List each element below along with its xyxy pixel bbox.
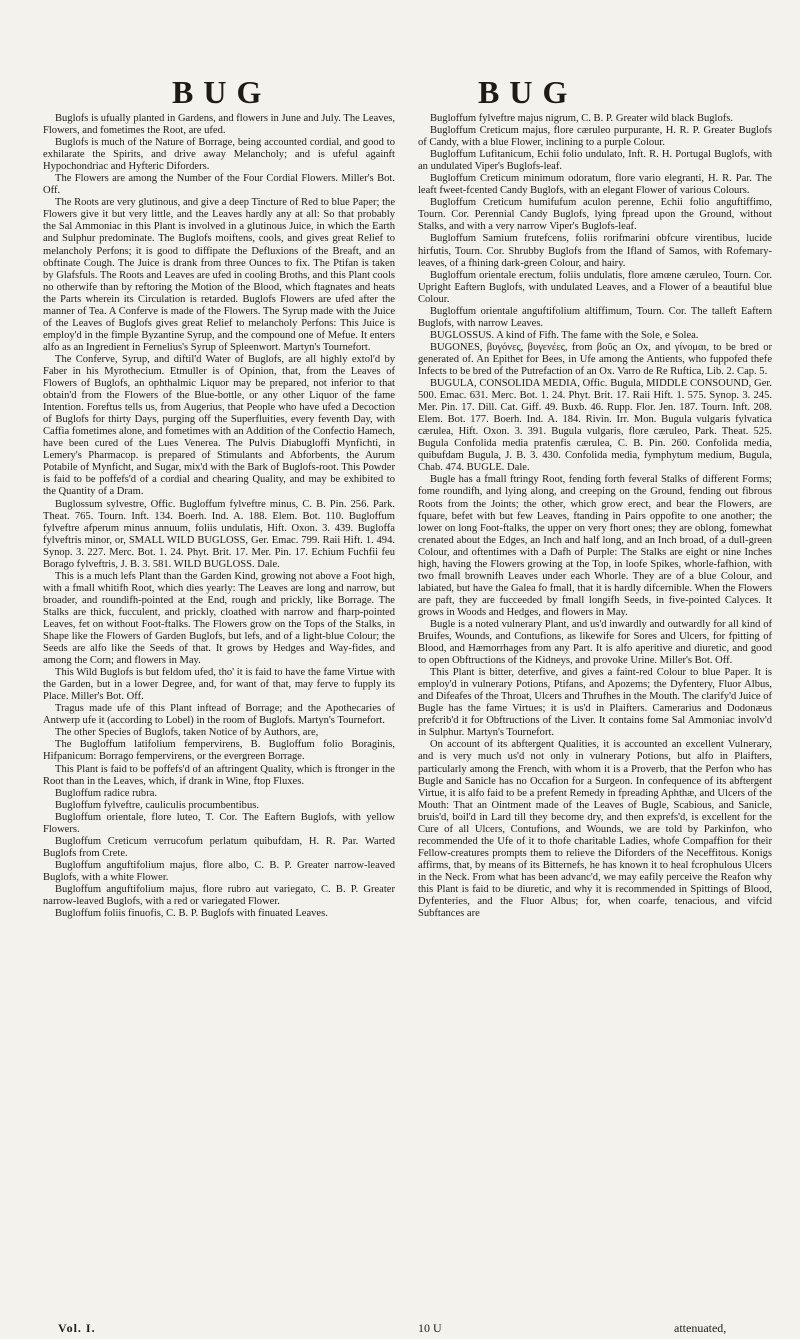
paragraph: Bugloffum radice rubra. xyxy=(55,787,158,799)
catchword: attenuated, xyxy=(674,1321,727,1335)
paragraph: Bugloffum anguftifolium majus, flore rubro aut variegato, C. B. P. Greater narrow-leaved Buglofs, with a red or variegated Flower. xyxy=(43,884,395,908)
paragraph: This Wild Buglofs is but feldom ufed, tho' it is faid to have the fame Virtue with the Garden, but in a lower Degree, and, for want of that, may ferve to fupply its Place. Miller's Bot. Off. xyxy=(43,667,395,703)
paragraph: BUGULA, CONSOLIDA MEDIA, Offic. Bugula, MIDDLE CONSOUND, Ger. 500. Emac. 631. Merc. Bot. 1. 24. Phyt. Brit. 17. Raii Hift. 1. 575. Synop. 3. 245. Mer. Pin. 17. Dill. Cat. Giff. 49. Buxb. 46. Rupp. Flor. Jen. 187. Tourn. Inft. 208. Elem. Bot. 177. Boerh. Ind. A. 184. Rivin. Irr. Mon. Bugula vulgaris fylvatica cærulea, Hift. Oxon. 3. 391. Bugula vulgaris, flore cæruleo, Park. Theat. 525. Bugula Confolida media pratenfis cærulea, C. B. Pin. 260. Confolida media, quibufdam Bugula, J. B. 3. 430. Confolida media, fymphytum medium, Bugula, Chab. 474. BUGLE. Dale. xyxy=(418,378,772,474)
left-column xyxy=(43,113,395,1309)
right-column xyxy=(418,113,772,1309)
volume-label: Vol. I. xyxy=(58,1321,96,1335)
paragraph: On account of its abftergent Qualities, it is accounted an excellent Vulnerary, and is very much us'd not only in vulnerary Potions, but alfo in Plaifters, particularly among the French, with whom it is a Proverb, that the Perfon who has Bugle and Sanicle has no Occafion for a Surgeon. In confequence of its abftergent Virtue, it is alfo faid to be a prefent Remedy in fpreading Aphthæ, and Ulcers of the Mouth: That an Ointment made of the Leaves of Bugle, Scabious, and Sanicle, bruis'd, boil'd in Lard till they become dry, and then exprefs'd, is excellent for the Cure of all Ulcers, Contufions, and Wounds, we are told by Parkinfon, who recommended the Ufe of it to thofe charitable Ladies, whofe Compaffion for their Fellow-creatures prompts them to relieve the Diforders of the Neceffitous. Konigs affirms, that, by means of its Bitternefs, he has known it to heal fcrophulous Ulcers in the Neck. From what has been advanc'd, we may eafily perceive the Reafon why this Plant is faid to be diuretic, and why it is recommended in Spittings of Blood, Dyfenteries, and the Fluor Albus; for, when coarfe, tenacious, and vifcid Subftances are xyxy=(418,739,772,920)
paragraph: This Plant is bitter, deterfive, and gives a faint-red Colour to blue Paper. It is employ'd in vulnerary Potions, Ptifans, and Apozems; the Dyfentery, Fluor Albus, and Difeafes of the Throat, Ulcers and Thrufhes in the Mouth. The clarify'd Juice of Bugle has the fame Virtues; it is us'd in Plaifters. Camerarius and Dodonæus prefcrib'd it for Obftructions of the Liver. It contains fome Sal Ammoniac involv'd in Sulphur. Martyn's Tournefort. xyxy=(418,667,772,739)
paragraph: Buglofs is much of the Nature of Borrage, being accounted cordial, and good to exhilarate the Spirits, and drive away Melancholy; and is ufeful againft Hypochondriac and Hyfteric Diforders. xyxy=(43,137,395,173)
paragraph: Bugloffum orientale erectum, foliis undulatis, flore amœne cæruleo, Tourn. Cor. Upright Eaftern Buglofs, with undulated Leaves, and a Flower of a beautiful blue Colour. xyxy=(418,269,772,305)
paragraph: Buglossum sylvestre, Offic. Bugloffum fylveftre minus, C. B. Pin. 256. Park. Theat. 765. Tourn. Inft. 134. Boerh. Ind. A. 188. Elem. Bot. 110. Bugloffum fylveftre afperum minus annuum, foliis undulatis, Hift. Oxon. 3. 439. Bugloffa fylveftris minor, or, SMALL WILD BUGLOSS, Ger. Emac. 799. Raii Hift. 1. 494. Synop. 3. 227. Merc. Bot. 1. 24. Phyt. Brit. 17. Mer. Pin. 17. Echium Fuchfii feu Borago fylveftris, J. B. 3. 581. WILD BUGLOSS. Dale. xyxy=(43,498,395,570)
paragraph: Bugloffum Samium frutefcens, foliis rorifmarini obfcure virentibus, lucide hirfutis, Tourn. Cor. Shrubby Buglofs from the Ifland of Samos, with Rofemary-leaves, of a fhining dark-green Colour, and hairy. xyxy=(418,233,772,269)
paragraph: Bugloffum Creticum humifufum aculon perenne, Echii folio anguftiffimo, Tourn. Cor. Perennial Candy Buglofs, lying fpread upon the Ground, without Stalks, and with a very narrow Viper's Buglofs-leaf. xyxy=(418,197,772,233)
signature-mark: 10 U xyxy=(418,1321,442,1335)
paragraph: Bugloffum fylveftre, cauliculis procumbentibus. xyxy=(55,799,259,811)
paragraph: This is a much lefs Plant than the Garden Kind, growing not above a Foot high, with a fmall whitifh Root, which dies yearly: The Leaves are long and narrow, but broader, and roundifh-pointed at the End, rough and prickly, like Borrage. The Stalks are thick, fucculent, and prickly, cloathed with narrow and fharp-pointed Leaves, fet on without Foot-ftalks. The Flowers grow on the Tops of the Stalks, in Shape like the Flowers of Garden Buglofs, but lefs, and of a light-blue Colour; the Seeds are alfo like the Seeds of that. It grows by Hedges and Way-fides, and among the Corn; and flowers in May. xyxy=(43,570,395,667)
paragraph: Bugloffum fylveftre majus nigrum, C. B. P. Greater wild black Buglofs. xyxy=(430,113,733,124)
paragraph: Bugloffum Creticum minimum odoratum, flore vario elegranti, H. R. Par. The leaft fweet-fcented Candy Buglofs, with an elegant Flower of various Colours. xyxy=(418,173,772,197)
paragraph: Bugloffum orientale, flore luteo, T. Cor. The Eaftern Buglofs, with yellow Flowers. xyxy=(43,811,395,835)
paragraph: Bugle is a noted vulnerary Plant, and us'd inwardly and outwardly for all kind of Bruifes, Wounds, and Contufions, as likewife for Sores and Ulcers, for fpitting of Blood, and Hæmorrhages from any Part. It is alfo aperitive and diuretic, and good to open Obftructions of the Kidneys, and provoke Urine. Miller's Bot. Off. xyxy=(418,618,772,667)
paragraph: BUGLOSSUS. A kind of Fifh. The fame with the Sole, e Solea. xyxy=(430,329,699,341)
paragraph: Bugloffum Creticum majus, flore cæruleo purpurante, H. R. P. Greater Buglofs of Candy, with a blue Flower, inclining to a purple Colour. xyxy=(418,125,772,149)
paragraph: Bugloffum foliis finuofis, C. B. P. Buglofs with finuated Leaves. xyxy=(55,908,328,920)
paragraph: The Bugloffum latifolium fempervirens, B. Bugloffum folio Boraginis, Hifpanicum: Borrago fempervirens, or the evergreen Borrage. xyxy=(43,739,395,763)
running-head-right: BUG xyxy=(478,74,578,110)
paragraph: Bugloffum Lufitanicum, Echii folio undulato, Inft. R. H. Portugal Buglofs, with an undulated Viper's Buglofs-leaf. xyxy=(418,149,772,173)
paragraph: The Conferve, Syrup, and diftil'd Water of Buglofs, are all highly extol'd by Faber in his Myrothecium. Etmuller is of Opinion, that, from the Leaves of Flowers of Buglofs, an ophthalmic Liquor may be prepared, not inferior to that obtain'd from the Flowers of the Blue-bottle, or any other Liquor of the fame Intention. Foreftus tells us, from Augerius, that People who have ufed a Decoction of Buglofs for thirty Days, purging off the Superfluities, every feventh Day, with Caffia fometimes alone, and fometimes with an Addition of the Confectio Hamech, have been cured of the Lues Venerea. The Pulvis Diabugloffi Mynfichti, in Lemery's Pharmacop. is prepared of Stimulants and Abforbents, the Aurum Potabile of Mynficht, and Sugar, mix'd with the Bark of Buglofs-root. This Powder is faid to be poffefs'd of a cordial and chearing Quality, and may be exhibited to the Quantity of a Dram. xyxy=(43,353,395,498)
paragraph: Bugloffum Creticum verrucofum perlatum quibufdam, H. R. Par. Warted Buglofs from Crete. xyxy=(43,835,395,859)
paragraph: Bugloffum orientale anguftifolium altiffimum, Tourn. Cor. The talleft Eaftern Buglofs, with narrow Leaves. xyxy=(418,305,772,329)
paragraph: Bugloffum anguftifolium majus, flore albo, C. B. P. Greater narrow-leaved Buglofs, with a white Flower. xyxy=(43,859,395,883)
paragraph: Buglofs is ufually planted in Gardens, and flowers in June and July. The Leaves, Flowers, and fometimes the Root, are ufed. xyxy=(43,113,395,137)
paragraph: Tragus made ufe of this Plant inftead of Borrage; and the Apothecaries of Antwerp ufe it (according to Lobel) in the room of Buglofs. Martyn's Tournefort. xyxy=(43,703,395,727)
paragraph: BUGONES, βυγόνες, βυγενέες, from βοῦς an Ox, and γίνομαι, to be bred or generated of. An Epithet for Bees, in Ufe among the Antients, who fuppofed thefe Infects to be bred of the Putrefaction of an Ox. Varro de Re Ruftica, Lib. 2. Cap. 5. xyxy=(418,341,772,377)
paragraph: The other Species of Buglofs, taken Notice of by Authors, are, xyxy=(55,727,319,739)
paragraph: The Flowers are among the Number of the Four Cordial Flowers. Miller's Bot. Off. xyxy=(43,173,395,197)
paragraph: Bugle has a fmall ftringy Root, fending forth feveral Stalks of different Forms; fome roundifh, and lying along, and creeping on the Ground, fending out fibrous Roots from the Joints; the other, which grow erect, and bear the Flowers, are fquare, befet with but few Leaves, ftanding in Pairs oppofite to one another; the lower on long Foot-ftalks, the upper on very fhort ones; they are oblong, fomewhat crenated about the Edges, an Inch and half long, and an Inch broad, of a dull-green Colour, and oftentimes with a Dafh of Purple: The Stalks are eight or nine Inches high, having the Flowers growing at the Top, in loofe Spikes, whorle-fafhion, with two fmall brownifh Leaves under each Whorle. They are of a blue Colour, and labiated, but have the Galea fo fmall, that it is hardly difcernible. When the Flowers are paft, they are fucceeded by fmall longifh Seeds, in five-pointed Calyces. It grows in Woods and Hedges, and flowers in May. xyxy=(418,474,772,618)
running-head-left: BUG xyxy=(172,74,272,110)
paragraph: The Roots are very glutinous, and give a deep Tincture of Red to blue Paper; the Flowers give it but very little, and the Leaves hardly any at all: So that probably the Sal Ammoniac in this Plant is involved in a glutinous Juice, in which the Earth and Sulphur predominate. The Buglofs moiftens, cools, and gives great Relief to melancholy Perfons; it is good to diffipate the Defluxions of the Breaft, and an obftinate Cough. The Juice is drank from three Ounces to fix. The Ptifan is taken by Glafsfuls. The Roots and Leaves are ufed in cooling Broths, and this Plant cools no otherwife than by reftoring the Motion of the Blood, which ftagnates and heats the Parts wherein its Circulation is retarded. Buglofs Flowers are ufed after the manner of Tea. A Conferve is made of the Flowers. The Syrup made with the Juice of the Leaves of Buglofs gives great Relief to melancholy Perfons: This Juice is employ'd in the fimple Byzantine Syrup, and the compound one of Mefue. It enters alfo as an Ingredient in Fernelius's Syrup of Spleenwort. Martyn's Tournefort. xyxy=(43,197,395,353)
paragraph: This Plant is faid to be poffefs'd of an aftringent Quality, which is ftronger in the Root than in the Leaves, which, if drank in Wine, ftop Fluxes. xyxy=(43,763,395,787)
